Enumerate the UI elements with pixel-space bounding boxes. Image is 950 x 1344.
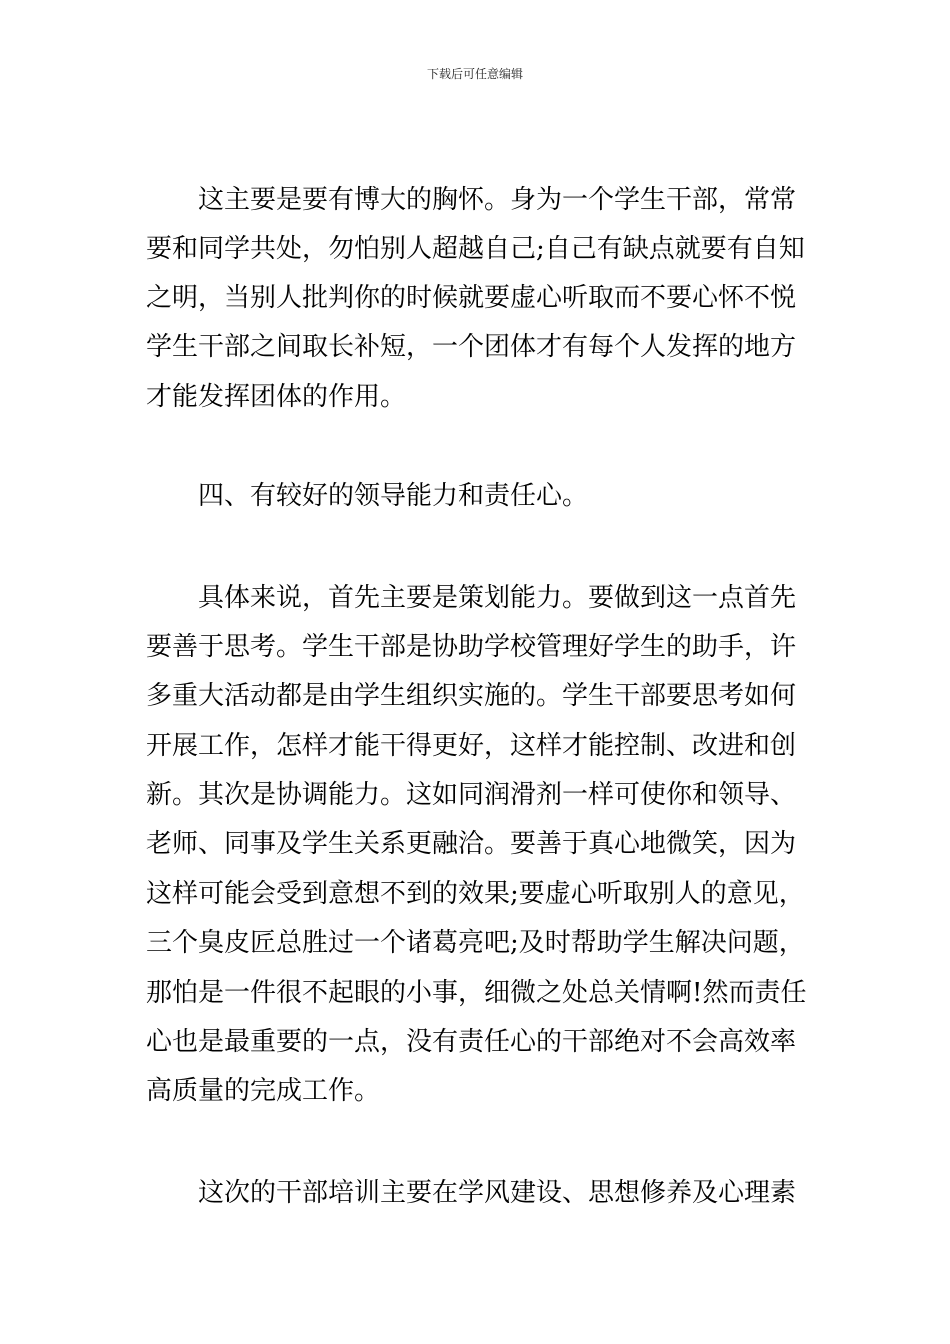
paragraph-line: 要善于思考。学生干部是协助学校管理好学生的助手，许: [146, 632, 797, 662]
paragraph-line: 开展工作，怎样才能干得更好，这样才能控制、改进和创: [146, 731, 797, 761]
paragraph-line: 学生干部之间取长补短，一个团体才有每个人发挥的地方: [146, 332, 797, 362]
paragraph-line: 之明，当别人批判你的时候就要虚心听取而不要心怀不悦: [146, 283, 797, 313]
paragraph-line: 心也是最重要的一点，没有责任心的干部绝对不会高效率: [146, 1027, 797, 1057]
paragraph-line: 才能发挥团体的作用。: [146, 382, 407, 412]
paragraph-line: 新。其次是协调能力。这如同润滑剂一样可使你和领导、: [146, 780, 797, 810]
paragraph-line: 三个臭皮匠总胜过一个诸葛亮吧;及时帮助学生解决问题，: [146, 928, 805, 958]
section-heading-line: 四、有较好的领导能力和责任心。: [198, 481, 589, 511]
paragraph-line: 具体来说，首先主要是策划能力。要做到这一点首先: [198, 583, 797, 613]
paragraph-line: 那怕是一件很不起眼的小事，细微之处总关情啊!然而责任: [146, 978, 807, 1008]
page-header: 下载后可任意编辑: [426, 67, 523, 81]
paragraph-line: 这主要是要有博大的胸怀。身为一个学生干部，常常: [198, 185, 797, 215]
paragraph-line: 这样可能会受到意想不到的效果;要虚心听取别人的意见，: [146, 879, 805, 909]
paragraph-line: 这次的干部培训主要在学风建设、思想修养及心理素: [198, 1178, 797, 1208]
paragraph-line: 多重大活动都是由学生组织实施的。学生干部要思考如何: [146, 681, 797, 711]
paragraph-line: 要和同学共处，勿怕别人超越自己;自己有缺点就要有自知: [146, 234, 805, 264]
paragraph-line: 高质量的完成工作。: [146, 1076, 381, 1106]
paragraph-line: 老师、同事及学生关系更融洽。要善于真心地微笑，因为: [146, 829, 797, 859]
